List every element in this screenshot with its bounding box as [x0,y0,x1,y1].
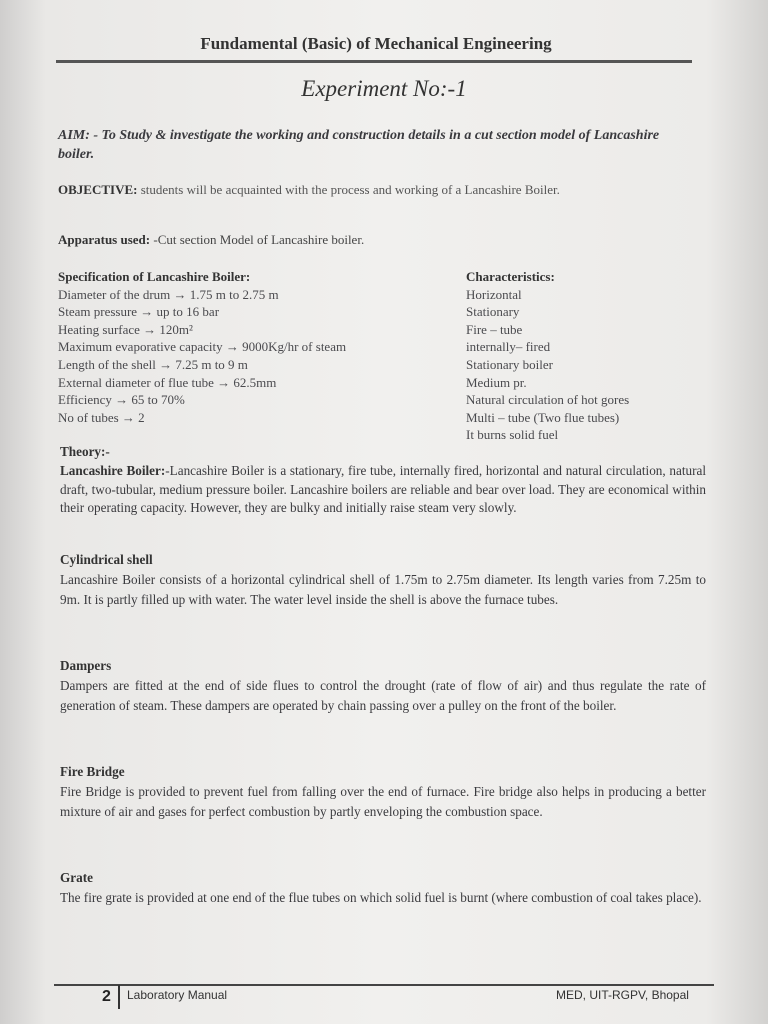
spec-item: Steam pressure → up to 16 bar [58,304,220,320]
spec-item: Heating surface → 120m² [58,321,193,337]
characteristics-heading: Characteristics: [466,269,555,284]
objective-paragraph [58,181,698,198]
section-heading: Cylindrical shell [60,552,153,567]
dampers-section [60,656,706,717]
footer-rule [54,984,714,986]
characteristic-item: Fire – tube [466,321,523,337]
theory-section [60,442,706,518]
footer-institution: MED, UIT-RGPV, Bhopal [556,988,689,1002]
footer-manual-label: Laboratory Manual [127,988,228,1002]
section-text: Lancashire Boiler consists of a horizontal cylindrical shell of 1.75m to 2.75m diameter. Its length varies from 7.25m to 9m. It is partly filled up with water. The water level inside the shell is above the furnace tubes. [60,572,706,608]
running-header: Fundamental (Basic) of Mechanical Engineering [200,34,552,53]
theory-label: Lancashire Boiler: [60,463,166,478]
characteristic-item: Medium pr. [466,374,527,390]
apparatus-text: -Cut section Model of Lancashire boiler. [150,232,365,247]
section-text: Fire Bridge is provided to prevent fuel from falling over the end of furnace. Fire bridge also helps in producing a better mixture of air and gases for perfect combustion by partly enveloping the combustion space. [60,784,706,820]
section-heading: Grate [60,870,93,885]
section-text: The fire grate is provided at one end of the flue tubes on which solid fuel is burnt (where combustion of coal takes place). [60,890,702,905]
objective-label: OBJECTIVE: [58,182,138,197]
characteristic-item: internally– fired [466,339,551,355]
characteristic-item: Horizontal [466,286,522,302]
spec-item: Diameter of the drum → 1.75 m to 2.75 m [58,286,279,302]
theory-heading: Theory:- [60,444,110,459]
spec-item: Length of the shell → 7.25 m to 9 m [58,356,248,372]
grate-section [60,868,706,908]
aim-statement: AIM: - To Study & investigate the working and construction details in a cut section model of Lancashire boiler. [58,128,660,162]
characteristic-item: Multi – tube (Two flue tubes) [466,409,620,425]
specification-list [58,268,458,426]
apparatus-label: Apparatus used: [58,232,151,247]
characteristic-item: Natural circulation of hot gores [466,392,630,408]
characteristics-list [466,268,706,444]
theory-text: -Lancashire Boiler is a stationary, fire tube, internally fired, horizontal and natural circulation, natural draft, two-tubular, medium pressure boiler. Lancashire boilers are reliable and bear over load. They are economical within their operating capacity. However, they are bulky and initially raise steam very slowly. [60,463,706,515]
spec-item: No of tubes → 2 [58,409,145,425]
section-heading: Fire Bridge [60,764,125,779]
experiment-title: Experiment No:-1 [301,76,467,101]
specification-heading: Specification of Lancashire Boiler: [58,269,251,284]
section-text: Dampers are fitted at the end of side flues to control the drought (rate of flow of air) and thus regulate the rate of generation of steam. These dampers are operated by chain passing over a pulley on the front of the boiler. [60,678,706,714]
characteristic-item: It burns solid fuel [466,427,559,443]
spec-item: Maximum evaporative capacity → 9000Kg/hr of steam [58,339,347,355]
section-heading: Dampers [60,658,112,673]
header-rule [56,60,692,63]
characteristic-item: Stationary [466,304,520,320]
spec-item: External diameter of flue tube → 62.5mm [58,374,277,390]
page-number: 2 [102,988,111,1005]
theory-paragraph [60,462,706,518]
characteristic-item: Stationary boiler [466,356,554,372]
fire-bridge-section [60,762,706,823]
footer-separator [118,985,120,1009]
spec-item: Efficiency → 65 to 70% [58,392,185,408]
apparatus-line [58,232,698,248]
cylindrical-shell-section [60,550,706,611]
objective-text: students will be acquainted with the process and working of a Lancashire Boiler. [137,182,560,197]
